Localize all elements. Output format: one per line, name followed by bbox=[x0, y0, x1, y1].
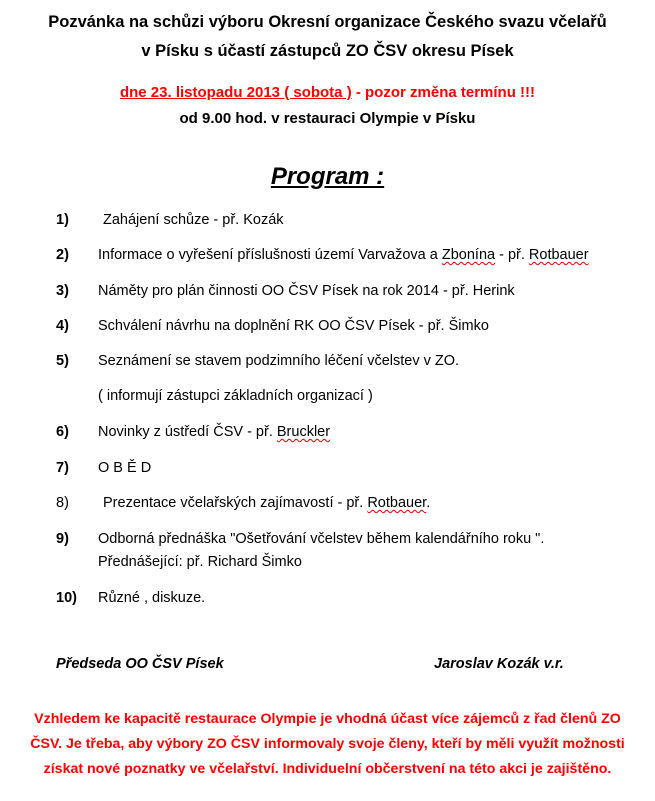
item-number: 10) bbox=[56, 590, 77, 606]
spellcheck-word: Zbonína bbox=[441, 247, 496, 263]
item-text: Schválení návrhu na doplnění RK OO ČSV Písek - př. Šimko bbox=[98, 318, 489, 334]
notice-line: získat nové poznatky ve včelařství. Individuelní občerstvení na této akci je zajištěno. bbox=[43, 761, 612, 777]
item-number: 6) bbox=[56, 424, 69, 440]
item-text: Zahájení schůze - př. Kozák bbox=[103, 212, 284, 228]
item-number: 7) bbox=[56, 460, 69, 476]
invitation-title-line-2: v Písku s účastí zástupců ZO ČSV okresu Písek bbox=[141, 42, 514, 60]
item-text bbox=[98, 246, 589, 264]
item-number: 5) bbox=[56, 353, 69, 369]
item-note: Přednášející: př. Richard Šimko bbox=[98, 554, 302, 570]
item-text bbox=[98, 423, 330, 441]
item-text-part: Novinky z ústředí ČSV - př. bbox=[98, 424, 277, 440]
item-text: Různé , diskuze. bbox=[98, 590, 206, 606]
spellcheck-word: Bruckler bbox=[276, 424, 331, 440]
meeting-time-place: od 9.00 hod. v restauraci Olympie v Písku bbox=[179, 110, 476, 127]
item-text-part: Prezentace včelařských zajímavostí - př. bbox=[103, 495, 368, 511]
item-text: O B Ě D bbox=[98, 460, 152, 476]
program-heading: Program : bbox=[270, 163, 385, 190]
meeting-date-line bbox=[0, 84, 655, 102]
meeting-date: dne 23. listopadu 2013 ( sobota ) bbox=[119, 84, 352, 101]
item-number: 4) bbox=[56, 318, 69, 334]
notice-line: ČSV. Je třeba, aby výbory ZO ČSV informovaly svoje členy, kteří by měli využít možnosti bbox=[30, 736, 625, 752]
item-number: 8) bbox=[56, 495, 69, 511]
item-text: Seznámení se stavem podzimního léčení včelstev v ZO. bbox=[98, 353, 460, 369]
capacity-notice bbox=[20, 707, 635, 782]
invitation-title-line-1: Pozvánka na schůzi výboru Okresní organizace Českého svazu včelařů bbox=[48, 13, 607, 31]
item-text-part: - př. bbox=[495, 247, 529, 263]
item-text bbox=[103, 494, 430, 512]
chairman-name: Jaroslav Kozák v.r. bbox=[434, 656, 564, 672]
item-text-part: . bbox=[426, 495, 431, 511]
item-number: 1) bbox=[56, 212, 69, 228]
item-text: Odborná přednáška "Ošetřování včelstev během kalendářního roku ". bbox=[98, 531, 545, 547]
spellcheck-word: Rotbauer bbox=[528, 247, 589, 263]
item-number: 3) bbox=[56, 283, 69, 299]
item-number: 2) bbox=[56, 247, 69, 263]
notice-line: Vzhledem ke kapacitě restaurace Olympie je vhodná účast více zájemců z řad členů ZO bbox=[34, 711, 621, 727]
item-note: ( informují zástupci základních organizací ) bbox=[98, 388, 373, 404]
item-text-part: Informace o vyřešení příslušnosti území Varvažova a bbox=[98, 247, 442, 263]
chairman-signature-label: Předseda OO ČSV Písek bbox=[56, 656, 224, 672]
item-text: Náměty pro plán činnosti OO ČSV Písek na rok 2014 - př. Herink bbox=[98, 283, 515, 299]
item-number: 9) bbox=[56, 531, 69, 547]
date-change-notice: - pozor změna termínu !!! bbox=[351, 84, 536, 101]
spellcheck-word: Rotbauer bbox=[367, 495, 427, 511]
